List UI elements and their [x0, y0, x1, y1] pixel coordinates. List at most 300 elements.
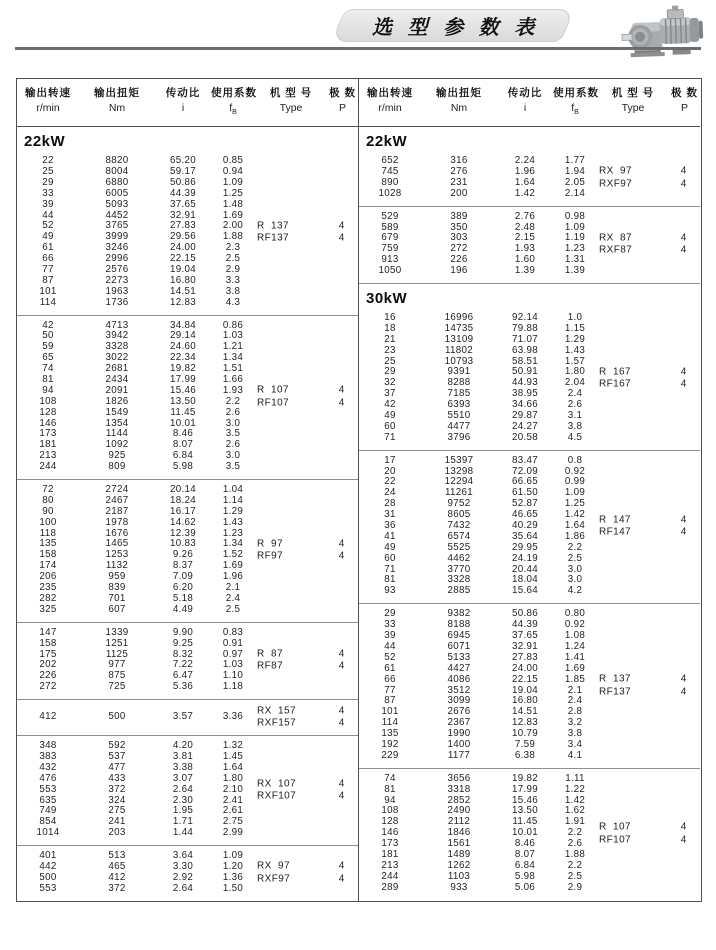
data-row	[359, 554, 700, 565]
ratio-cell: 11.45	[512, 816, 538, 828]
factor-cell: 1.91	[564, 816, 586, 828]
torque-cell: 4462	[447, 552, 471, 564]
ratio-cell: 6.84	[514, 859, 536, 871]
ratio-cell: 14.62	[169, 516, 197, 528]
speed-cell: 37	[384, 388, 396, 400]
ratio-cell: 22.15	[169, 253, 197, 265]
factor-cell: 2.6	[225, 406, 241, 418]
torque-cell: 4427	[447, 662, 471, 674]
torque-cell: 3999	[105, 231, 129, 243]
model-line	[257, 538, 357, 551]
model-type: RXF157	[257, 717, 297, 729]
ratio-cell: 19.04	[169, 264, 197, 275]
torque-cell: 7432	[447, 520, 471, 532]
torque-cell: 1846	[447, 827, 471, 839]
ratio-cell: 15.46	[169, 384, 197, 396]
ratio-cell: 5.98	[172, 461, 194, 473]
speed-cell: 749	[39, 805, 57, 817]
torque-cell: 5133	[447, 651, 471, 663]
ratio-cell: 16.80	[511, 695, 539, 707]
torque-cell: 3942	[105, 330, 129, 342]
speed-cell: 16	[384, 312, 396, 323]
torque-cell: 9391	[447, 366, 471, 378]
factor-cell: 1.69	[564, 662, 586, 674]
model-line	[257, 661, 357, 674]
ratio-cell: 20.14	[169, 484, 197, 496]
speed-cell: 325	[39, 603, 57, 615]
torque-cell: 7185	[447, 388, 471, 400]
speed-cell: 52	[384, 651, 396, 663]
factor-cell: 3.0	[567, 574, 583, 586]
col-header-pole-label: 极 数	[329, 87, 356, 99]
factor-cell: 2.14	[564, 187, 586, 199]
ratio-cell: 6.47	[172, 670, 194, 682]
ratio-cell: 16.17	[169, 505, 197, 517]
torque-cell: 226	[450, 254, 468, 266]
ratio-cell: 24.00	[169, 242, 197, 254]
data-row	[359, 212, 700, 223]
factor-cell: 1.88	[222, 231, 244, 243]
data-block	[359, 151, 700, 206]
ratio-cell: 7.09	[172, 571, 194, 583]
factor-cell: 1.21	[222, 341, 244, 353]
data-block	[359, 603, 700, 767]
ratio-cell: 50.91	[511, 366, 539, 378]
data-row	[17, 298, 358, 309]
data-row	[359, 785, 700, 796]
col-header-ratio-unit: i	[181, 102, 185, 114]
factor-cell: 1.08	[564, 630, 586, 642]
col-header-torque-label: 输出扭矩	[94, 87, 140, 99]
factor-cell: 2.5	[567, 552, 583, 564]
title-banner	[331, 9, 576, 42]
ratio-cell: 44.93	[511, 377, 539, 389]
column-header-row	[17, 79, 358, 127]
ratio-cell: 79.88	[511, 322, 539, 334]
speed-cell: 412	[39, 710, 57, 722]
ratio-cell: 34.66	[511, 399, 539, 411]
torque-cell: 3796	[447, 431, 471, 443]
factor-cell: 3.0	[567, 563, 583, 575]
model-type: RXF87	[599, 244, 633, 256]
model-line	[599, 366, 699, 379]
model-type: R 107	[257, 384, 289, 396]
factor-cell: 1.96	[222, 571, 244, 583]
speed-cell: 94	[42, 384, 54, 396]
ratio-cell: 7.22	[172, 659, 194, 671]
col-header-torque-label: 输出扭矩	[436, 87, 482, 99]
ratio-cell: 2.30	[172, 794, 194, 806]
ratio-cell: 22.15	[511, 673, 539, 685]
factor-cell: 2.5	[225, 253, 241, 265]
speed-cell: 20	[384, 465, 396, 477]
ratio-cell: 18.04	[511, 574, 539, 586]
factor-cell: 1.62	[564, 805, 586, 817]
ratio-cell: 1.60	[514, 254, 536, 266]
factor-cell: 2.1	[567, 684, 583, 696]
speed-cell: 36	[384, 520, 396, 532]
ratio-cell: 11.45	[170, 406, 196, 418]
pole-count: 4	[338, 550, 345, 562]
torque-cell: 2091	[105, 384, 129, 396]
ratio-cell: 5.36	[172, 681, 194, 693]
ratio-cell: 22.34	[169, 352, 197, 364]
factor-cell: 2.2	[567, 827, 583, 839]
torque-cell: 303	[450, 232, 468, 244]
torque-cell: 513	[108, 850, 126, 862]
pole-count: 4	[680, 178, 687, 190]
factor-cell: 1.52	[222, 549, 244, 561]
speed-cell: 32	[384, 377, 396, 389]
ratio-cell: 1.42	[514, 187, 536, 199]
factor-cell: 1.15	[564, 322, 586, 334]
factor-cell: 3.1	[567, 410, 583, 422]
torque-cell: 6071	[447, 640, 471, 652]
factor-cell: 3.8	[567, 728, 583, 740]
speed-cell: 679	[381, 232, 399, 244]
speed-cell: 135	[381, 728, 399, 740]
table-body	[17, 127, 358, 901]
speed-cell: 890	[381, 176, 399, 188]
col-header-ratio-label: 传动比	[165, 87, 201, 99]
model-line	[599, 245, 699, 258]
ratio-cell: 1.64	[514, 176, 536, 188]
speed-cell: 158	[39, 637, 57, 649]
page-header	[0, 0, 716, 48]
torque-cell: 2187	[105, 505, 129, 517]
speed-cell: 128	[39, 406, 57, 418]
speed-cell: 77	[42, 264, 54, 275]
ratio-cell: 19.82	[511, 772, 539, 784]
speed-cell: 80	[42, 494, 54, 506]
model-line	[257, 220, 357, 233]
pole-count: 4	[338, 705, 345, 717]
ratio-cell: 16.80	[169, 274, 197, 286]
ratio-cell: 10.79	[511, 728, 539, 740]
torque-cell: 10793	[444, 355, 474, 367]
ratio-cell: 4.20	[172, 740, 194, 752]
ratio-cell: 17.99	[511, 783, 539, 795]
speed-cell: 50	[42, 330, 54, 342]
torque-cell: 3328	[105, 341, 129, 353]
factor-cell: 1.45	[222, 750, 244, 762]
ratio-cell: 10.01	[511, 827, 539, 839]
data-row	[17, 605, 358, 616]
model-group	[599, 674, 699, 699]
torque-cell: 8288	[447, 377, 471, 389]
col-header-type-label: 机 型 号	[269, 87, 313, 99]
ratio-cell: 92.14	[511, 312, 539, 323]
factor-cell: 1.29	[222, 505, 244, 517]
torque-cell: 6393	[447, 399, 471, 411]
torque-cell: 3318	[447, 783, 471, 795]
torque-cell: 11261	[444, 487, 473, 499]
factor-cell: 2.6	[567, 838, 583, 850]
ratio-cell: 61.50	[511, 487, 539, 499]
torque-cell: 1561	[447, 838, 471, 850]
speed-cell: 29	[384, 608, 396, 620]
torque-cell: 2852	[447, 794, 471, 806]
factor-cell: 2.9	[567, 881, 583, 893]
model-type: RXF107	[257, 790, 297, 802]
speed-cell: 1014	[36, 827, 60, 839]
selection-parameter-table	[16, 78, 702, 902]
col-header-torque	[79, 86, 155, 120]
factor-cell: 1.19	[564, 232, 586, 244]
col-header-ratio	[497, 86, 553, 120]
torque-cell: 1978	[105, 516, 129, 528]
factor-cell: 1.31	[564, 254, 586, 266]
data-row	[359, 586, 700, 597]
ratio-cell: 8.07	[514, 848, 536, 860]
speed-cell: 25	[384, 355, 396, 367]
speed-cell: 66	[384, 673, 396, 685]
speed-cell: 74	[384, 772, 396, 784]
torque-cell: 6880	[105, 176, 129, 188]
speed-cell: 31	[384, 509, 396, 521]
speed-cell: 108	[381, 805, 399, 817]
ratio-cell: 72.09	[511, 465, 539, 477]
torque-cell: 4086	[447, 673, 471, 685]
torque-cell: 196	[450, 265, 468, 277]
ratio-cell: 24.00	[511, 662, 539, 674]
pole-count: 4	[680, 526, 687, 538]
factor-cell: 0.99	[564, 476, 586, 488]
data-block	[359, 450, 700, 604]
col-header-type-unit: Type	[279, 102, 303, 114]
speed-cell: 23	[384, 344, 396, 356]
factor-cell: 1.22	[564, 783, 586, 795]
speed-cell: 476	[39, 772, 57, 784]
model-type: R 147	[599, 514, 631, 526]
factor-cell: 2.10	[222, 783, 244, 795]
speed-cell: 49	[384, 541, 396, 553]
speed-cell: 229	[381, 749, 399, 761]
ratio-cell: 8.37	[172, 560, 194, 572]
factor-cell: 4.2	[567, 585, 583, 597]
factor-cell: 3.0	[225, 450, 241, 462]
speed-cell: 61	[384, 662, 396, 674]
ratio-cell: 2.48	[514, 221, 536, 233]
ratio-cell: 15.46	[511, 794, 539, 806]
ratio-cell: 5.18	[172, 592, 194, 604]
data-block	[17, 735, 358, 845]
factor-cell: 1.10	[222, 670, 244, 682]
col-header-speed	[17, 86, 79, 120]
torque-cell: 3099	[447, 695, 471, 707]
factor-cell: 1.85	[564, 673, 586, 685]
factor-cell: 1.23	[564, 243, 586, 255]
speed-cell: 500	[39, 871, 57, 883]
torque-cell: 272	[450, 243, 468, 255]
model-type: RX 87	[599, 232, 632, 244]
ratio-cell: 52.87	[511, 498, 539, 510]
speed-cell: 181	[381, 848, 399, 860]
data-row	[359, 751, 700, 762]
ratio-cell: 2.24	[514, 155, 536, 167]
factor-cell: 2.4	[567, 695, 583, 707]
torque-cell: 241	[108, 816, 126, 828]
model-type: RX 97	[257, 860, 290, 872]
factor-cell: 0.97	[222, 648, 244, 660]
ratio-cell: 18.24	[169, 494, 197, 506]
model-type: RF137	[599, 686, 632, 697]
factor-cell: 1.43	[564, 344, 586, 356]
speed-cell: 181	[39, 439, 57, 451]
col-header-pole-unit: P	[680, 102, 688, 114]
speed-cell: 42	[42, 319, 54, 331]
torque-cell: 8188	[447, 619, 471, 631]
col-header-speed-label: 输出转速	[367, 87, 413, 99]
ratio-cell: 9.26	[172, 549, 194, 561]
torque-cell: 275	[108, 805, 126, 817]
speed-cell: 101	[39, 285, 57, 297]
header-divider-rule	[15, 47, 701, 50]
speed-cell: 1028	[378, 187, 402, 199]
ratio-cell: 1.39	[514, 265, 536, 277]
col-header-ratio	[155, 86, 211, 120]
col-header-type-label: 机 型 号	[611, 87, 655, 99]
factor-cell: 1.09	[222, 850, 244, 862]
ratio-cell: 71.07	[511, 333, 539, 345]
speed-cell: 114	[381, 717, 399, 729]
factor-cell: 3.8	[225, 285, 241, 297]
factor-cell: 2.9	[225, 264, 241, 275]
model-type: RF137	[257, 232, 290, 244]
model-line	[599, 527, 699, 540]
speed-cell: 52	[42, 220, 54, 232]
speed-cell: 147	[39, 626, 57, 638]
speed-cell: 529	[381, 210, 399, 222]
torque-cell: 875	[108, 670, 126, 682]
speed-cell: 17	[384, 454, 396, 466]
col-header-pole-unit: P	[338, 102, 346, 114]
torque-cell: 1125	[105, 648, 129, 660]
col-header-factor-label: 使用系数	[553, 87, 599, 99]
torque-cell: 977	[108, 659, 126, 671]
factor-cell: 1.20	[222, 860, 244, 872]
data-row	[359, 774, 700, 785]
ratio-cell: 50.86	[169, 176, 197, 188]
factor-cell: 2.8	[567, 706, 583, 718]
torque-cell: 372	[108, 882, 126, 894]
pole-count: 4	[338, 384, 345, 396]
pole-count: 4	[680, 686, 687, 697]
speed-cell: 432	[39, 761, 57, 773]
torque-cell: 1826	[105, 395, 129, 407]
speed-cell: 745	[381, 165, 399, 177]
ratio-cell: 14.51	[169, 285, 197, 297]
speed-cell: 173	[381, 838, 399, 850]
torque-cell: 372	[108, 783, 126, 795]
col-header-torque-unit: Nm	[450, 102, 468, 114]
speed-cell: 146	[39, 417, 57, 429]
torque-cell: 1144	[105, 428, 129, 440]
speed-cell: 100	[39, 516, 57, 528]
factor-cell: 1.25	[564, 498, 586, 510]
model-group	[257, 538, 357, 563]
model-line	[257, 648, 357, 661]
factor-cell: 1.32	[222, 740, 244, 752]
factor-cell: 1.42	[564, 509, 586, 521]
factor-cell: 0.80	[564, 608, 586, 620]
col-header-speed-unit: r/min	[36, 102, 60, 114]
data-block	[17, 151, 358, 314]
ratio-cell: 44.39	[511, 619, 539, 631]
table-half-right	[359, 79, 700, 901]
model-type: RX 157	[257, 705, 296, 717]
speed-cell: 44	[384, 640, 396, 652]
ratio-cell: 14.51	[511, 706, 539, 718]
speed-cell: 29	[42, 176, 54, 188]
factor-cell: 1.48	[222, 198, 244, 210]
factor-cell: 2.04	[564, 377, 586, 389]
torque-cell: 1103	[447, 870, 471, 882]
factor-cell: 3.5	[225, 461, 241, 473]
ratio-cell: 29.56	[169, 231, 197, 243]
factor-cell: 1.09	[564, 487, 586, 499]
power-section-label: 22kW	[24, 133, 66, 151]
speed-cell: 90	[42, 505, 54, 517]
ratio-cell: 13.50	[169, 395, 197, 407]
speed-cell: 108	[39, 395, 57, 407]
model-line	[257, 861, 357, 874]
model-line	[599, 166, 699, 179]
speed-cell: 206	[39, 571, 57, 583]
model-line	[257, 873, 357, 886]
torque-cell: 537	[108, 750, 126, 762]
speed-cell: 192	[381, 738, 399, 750]
speed-cell: 114	[39, 296, 57, 308]
ratio-cell: 24.19	[511, 552, 539, 564]
model-line	[257, 551, 357, 564]
data-row	[359, 346, 700, 357]
ratio-cell: 27.83	[169, 220, 197, 232]
factor-cell: 1.43	[222, 516, 244, 528]
model-type: RXF97	[599, 178, 633, 190]
speed-cell: 71	[384, 563, 396, 575]
torque-cell: 465	[108, 860, 126, 872]
torque-cell: 2434	[105, 374, 129, 386]
speed-cell: 77	[384, 684, 396, 696]
factor-cell: 1.93	[222, 384, 244, 396]
model-type: R 137	[257, 220, 289, 232]
data-block	[17, 479, 358, 622]
ratio-cell: 5.06	[514, 881, 536, 893]
ratio-cell: 12.83	[169, 296, 197, 308]
speed-cell: 272	[39, 681, 57, 693]
torque-cell: 6574	[447, 530, 471, 542]
speed-cell: 49	[384, 410, 396, 422]
ratio-cell: 35.64	[511, 530, 539, 542]
torque-cell: 13298	[444, 465, 474, 477]
model-line	[599, 379, 699, 392]
pole-count: 4	[338, 232, 345, 244]
factor-cell: 0.92	[564, 619, 586, 631]
ratio-cell: 8.46	[514, 838, 536, 850]
power-section-22kW	[359, 127, 700, 283]
model-type: R 137	[599, 673, 631, 685]
ratio-cell: 10.83	[169, 538, 197, 550]
ratio-cell: 19.82	[169, 363, 197, 375]
speed-cell: 282	[39, 592, 57, 604]
data-row	[17, 518, 358, 529]
torque-cell: 725	[108, 681, 126, 693]
ratio-cell: 19.04	[511, 684, 539, 696]
model-line	[257, 791, 357, 804]
speed-cell: 442	[39, 860, 57, 872]
speed-cell: 33	[384, 619, 396, 631]
